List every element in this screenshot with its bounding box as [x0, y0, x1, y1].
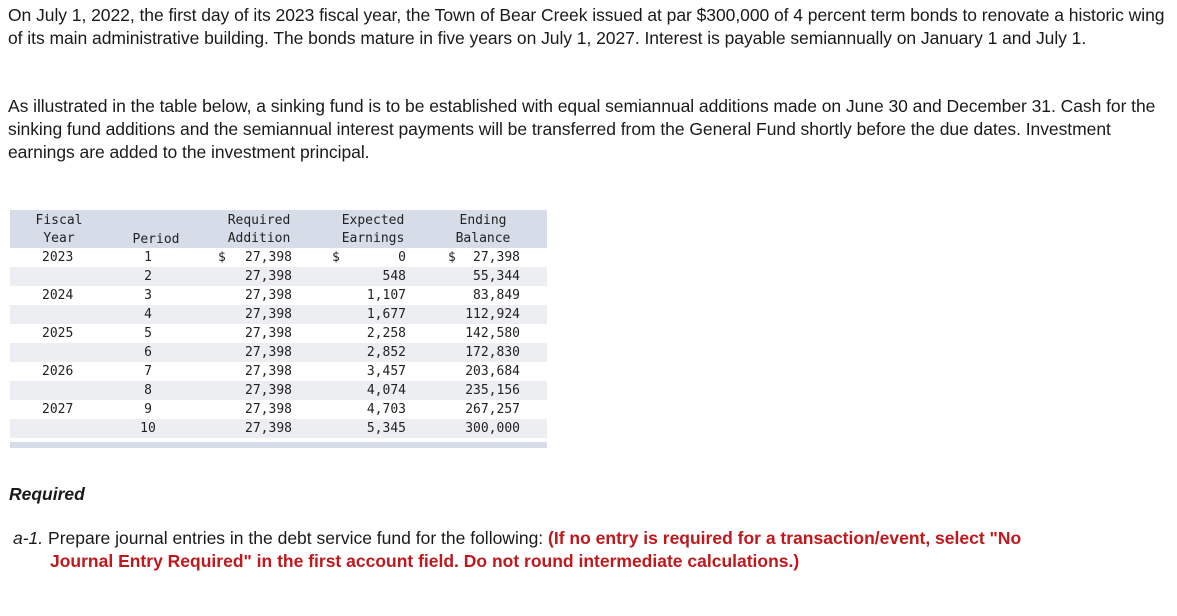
- cell-fiscal-year: 2024: [42, 288, 74, 303]
- task-label: a-1.: [13, 528, 44, 548]
- cell-period: 2: [144, 269, 152, 284]
- sinking-fund-table: [10, 210, 547, 448]
- cell-fiscal-year: 2027: [42, 402, 74, 417]
- table-row: [10, 248, 547, 267]
- intro-paragraph: On July 1, 2022, the first day of its 2023 fiscal year, the Town of Bear Creek issued at par $300,000 of 4 percent term bonds to renovate a historic wing of its main administrative building. The bonds mature in five years on July 1, 2027. Interest is payable semiannually on January 1 and July 1.: [8, 5, 1165, 48]
- table-row: [10, 305, 547, 324]
- task-note-line1: (If no entry is required for a transaction/event, select "No: [548, 528, 1022, 548]
- cell-fiscal-year: 2023: [42, 250, 74, 265]
- cell-period: 7: [144, 364, 152, 379]
- table-footer-rule: [10, 442, 547, 448]
- cell-expected-earnings: 2,852: [366, 345, 406, 360]
- table-row: [10, 400, 547, 419]
- table-row: [10, 381, 547, 400]
- cell-required-addition: 27,398: [245, 250, 292, 265]
- header-expected-earnings: Expected Earnings: [341, 213, 405, 246]
- cell-expected-earnings: 2,258: [366, 326, 406, 341]
- cell-expected-earnings: 0: [398, 250, 406, 265]
- cell-ending-balance: 172,830: [465, 345, 520, 360]
- cell-expected-earnings: 5,345: [366, 421, 406, 436]
- dollar-sign: $: [448, 250, 456, 265]
- header-period: Period: [132, 232, 180, 247]
- cell-period: 6: [144, 345, 152, 360]
- cell-expected-earnings: 3,457: [366, 364, 406, 379]
- table-body: [10, 248, 547, 438]
- cell-period: 10: [140, 421, 156, 436]
- cell-ending-balance: 235,156: [465, 383, 520, 398]
- table-row: [10, 267, 547, 286]
- table-row: [10, 324, 547, 343]
- table-row: [10, 362, 547, 381]
- dollar-sign: $: [218, 250, 226, 265]
- cell-period: 4: [144, 307, 152, 322]
- cell-ending-balance: 300,000: [465, 421, 520, 436]
- table-row: [10, 343, 547, 362]
- cell-ending-balance: 27,398: [473, 250, 520, 265]
- cell-required-addition: 27,398: [245, 421, 292, 436]
- cell-expected-earnings: 1,107: [366, 288, 406, 303]
- cell-period: 8: [144, 383, 152, 398]
- table-row: [10, 286, 547, 305]
- cell-period: 3: [144, 288, 152, 303]
- cell-required-addition: 27,398: [245, 269, 292, 284]
- cell-expected-earnings: 1,677: [366, 307, 406, 322]
- cell-period: 1: [144, 250, 152, 265]
- task-note-line2: Journal Entry Required" in the first account field. Do not round intermediate calculations.): [50, 551, 800, 571]
- header-fiscal-year: Fiscal Year: [35, 213, 83, 246]
- cell-required-addition: 27,398: [245, 326, 292, 341]
- task-instruction: [13, 527, 1163, 573]
- cell-required-addition: 27,398: [245, 383, 292, 398]
- cell-required-addition: 27,398: [245, 345, 292, 360]
- cell-ending-balance: 112,924: [465, 307, 520, 322]
- header-ending-balance: Ending Balance: [455, 213, 511, 246]
- cell-ending-balance: 83,849: [473, 288, 520, 303]
- cell-ending-balance: 267,257: [465, 402, 520, 417]
- cell-required-addition: 27,398: [245, 288, 292, 303]
- cell-period: 5: [144, 326, 152, 341]
- dollar-sign: $: [332, 250, 340, 265]
- cell-period: 9: [144, 402, 152, 417]
- cell-required-addition: 27,398: [245, 364, 292, 379]
- cell-expected-earnings: 4,074: [366, 383, 406, 398]
- table-header: [10, 210, 547, 248]
- sinking-fund-paragraph: As illustrated in the table below, a sinking fund is to be established with equal semiannual additions made on June 30 and December 31. Cash for the sinking fund additions and the semiannual interest payments will be transferred from the General Fund shortly before the due dates. Investment earnings are added to the investment principal.: [8, 96, 1156, 162]
- cell-expected-earnings: 548: [382, 269, 406, 284]
- task-text: Prepare journal entries in the debt service fund for the following:: [43, 528, 549, 548]
- cell-ending-balance: 55,344: [473, 269, 520, 284]
- cell-expected-earnings: 4,703: [366, 402, 406, 417]
- required-heading: Required: [9, 484, 85, 504]
- header-required-addition: Required Addition: [227, 213, 291, 246]
- cell-fiscal-year: 2026: [42, 364, 74, 379]
- cell-ending-balance: 142,580: [465, 326, 520, 341]
- cell-ending-balance: 203,684: [465, 364, 520, 379]
- cell-fiscal-year: 2025: [42, 326, 74, 341]
- cell-required-addition: 27,398: [245, 307, 292, 322]
- cell-required-addition: 27,398: [245, 402, 292, 417]
- table-row: [10, 419, 547, 438]
